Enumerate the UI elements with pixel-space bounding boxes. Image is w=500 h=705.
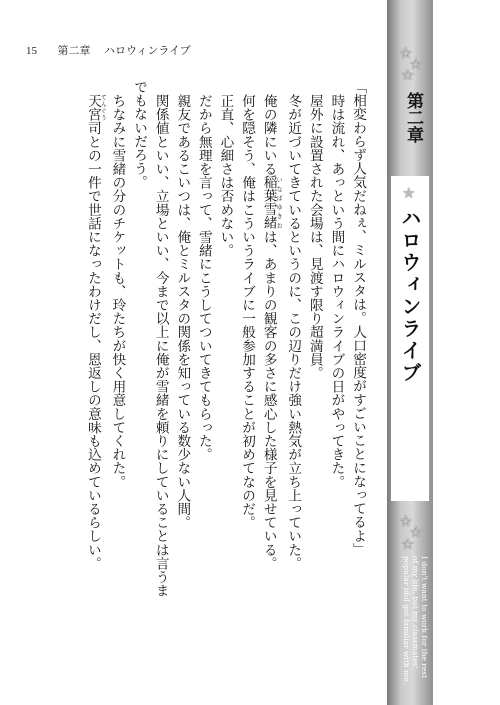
body-paragraph (257, 80, 282, 600)
body-paragraph (171, 80, 193, 600)
ruby-reading: いなば (275, 175, 283, 203)
body-paragraph (303, 80, 325, 600)
sidebar-chapter-label: 第二章 (403, 92, 423, 143)
star-icon: ☆ (401, 535, 415, 553)
body-text-run: 冬が近づいてきているというのに、この辺りだけ強い熱気が立ち上っていた。 (285, 93, 302, 570)
body-text-run: 正直、心細さは否めない。 (217, 93, 234, 257)
body-paragraph (346, 80, 368, 600)
ruby-word: 雪緒ゆきお (260, 202, 283, 230)
body-text-run: 時は流れ、あっという間にハロウィンライブの日がやってきた。 (328, 93, 345, 488)
page-number: 15 (26, 45, 37, 57)
ruby-reading: ゆきお (275, 202, 283, 230)
body-text-run: 親友であるこいつは、俺とミルスタの関係を知っている数少ない人間。 (174, 93, 191, 529)
star-icon: ☆ (409, 523, 423, 541)
body-paragraph (235, 80, 257, 600)
sidebar-chapter-title: ハロウィンライブ (398, 208, 422, 384)
body-text-run: だから無理を言って、雪緒にこうしてついてきてもらった。 (195, 93, 212, 461)
ruby-reading: てんぐう (99, 93, 107, 121)
body-paragraph (192, 80, 214, 600)
tagline-line: of my life, but my classmates' (411, 556, 420, 669)
body-paragraph (282, 80, 304, 600)
body-paragraph (127, 80, 170, 600)
tagline-line: I don't want to work for the rest (420, 556, 429, 679)
body-paragraph (214, 80, 236, 600)
running-head-title: ハロウィンライブ (104, 44, 191, 57)
sidebar-title-box (391, 176, 429, 501)
tagline-line: popular idol got familiar with me. (402, 556, 411, 684)
ruby-word: 天宮てんぐう (84, 93, 107, 121)
ruby-word: 稲葉いなば (260, 175, 283, 203)
star-icon: ★ (402, 184, 416, 202)
body-paragraph (106, 80, 128, 600)
body-text-run: 「相変わらず人気だねぇ、ミルスタは。人口密度がすごいことになってるよ」 (350, 80, 366, 556)
body-text-run: 何を隠そう、俺はこういうライブに一般参加することが初めてなのだ。 (239, 93, 256, 529)
body-text-run: ちなみに雪緒の分のチケットも、玲たちが快く用意してくれた。 (109, 93, 126, 488)
chapter-sidebar (387, 0, 433, 705)
star-icon: ☆ (399, 512, 413, 530)
star-icon: ☆ (399, 44, 413, 62)
running-head-chapter: 第二章 (57, 44, 91, 57)
body-paragraph (81, 80, 106, 600)
body-text-run: 俺の隣にいる (260, 93, 277, 176)
body-paragraph (325, 80, 347, 600)
body-text-run: 屋外に設置された会場は、見渡す限り超満員。 (306, 93, 323, 380)
body-text-run: 司との一件で世話になったわけだし、恩返しの意味も込めているらしい。 (84, 120, 101, 570)
running-head (26, 44, 191, 58)
star-icon: ☆ (409, 55, 423, 73)
body-text (68, 80, 368, 600)
body-text-run: は、あまりの観客の多さに感心した様子を見せている。 (260, 229, 277, 570)
body-text-run: 関係値といい、立場といい、今まで以上に俺が雪緒を頼りにしていることは言うまでもないだろう。 (131, 80, 169, 597)
star-icon: ☆ (401, 66, 415, 84)
sidebar-english-tagline (393, 556, 429, 696)
